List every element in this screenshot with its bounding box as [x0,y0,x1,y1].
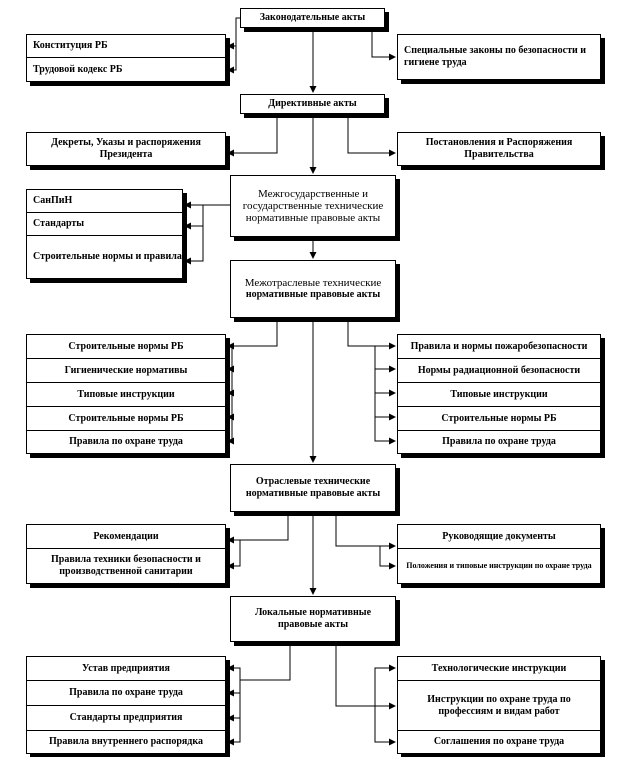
arrow-l2-left [228,113,277,153]
list-item: Соглашения по охране труда [433,736,565,747]
interstate-tnpa-label: Межгосударственные и государственные технические нормативные правовые акты [242,188,384,224]
arrow-l4-right-3 [375,369,395,393]
arrow-l6-right-1 [375,668,395,706]
intersectoral-tnpa-box [230,260,396,318]
arrow-l4-right-5 [375,417,395,441]
trunk-l4-left [232,317,277,346]
presidential-decrees-box [26,132,226,166]
list-item: Строительные нормы РБ [398,407,600,431]
list-item: Правила по охране труда [69,436,183,447]
list-item: Строительные нормы РБ [27,335,225,359]
directive-acts-box [240,94,385,114]
constitution-item: Конституция РБ [27,35,225,58]
arrow-l6-right-3 [375,706,395,742]
arrow-l4-left-3 [228,369,232,393]
government-resolutions-label: Постановления и Распоряжения Правительства [425,137,573,160]
standards-item: Стандарты [27,213,182,236]
directive-acts-label: Директивные акты [268,98,357,109]
trunk-l6-left [240,642,290,680]
list-item: Правила и нормы пожаробезопасности [398,335,600,359]
sanpin-standards-box [26,189,183,279]
arrow-l5-right-2 [380,546,395,566]
local-right-list [397,656,601,754]
list-item: Технологические инструкции [398,657,600,681]
government-resolutions-box [397,132,601,166]
arrow-l1-left [228,18,240,46]
list-item: Гигиенические нормативы [27,359,225,383]
safety-rules-item: Правила техники безопасности и производственной санитарии [51,554,201,577]
arrow-l5-left-2 [228,540,240,566]
intersectoral-right-list [397,334,601,454]
list-item: Строительные нормы РБ [27,407,225,431]
interstate-tnpa-box [230,175,396,237]
provisions-instructions-item: Положения и типовые инструкции по охране труда [406,561,592,570]
local-left-list [26,656,226,754]
list-item: Нормы радиационной безопасности [398,359,600,383]
recommendations-item: Рекомендации [27,525,225,549]
legislative-acts-box [240,8,385,28]
building-norms-rules-item: Строительные нормы и правила [33,251,182,262]
intersectoral-tnpa-line1: Межотраслевые технические [244,277,382,289]
arrow-l2-right [348,113,395,153]
intersectoral-tnpa-line2: нормативные правовые акты [245,289,381,300]
presidential-decrees-label: Декреты, Указы и распоряжения Президента [51,137,201,160]
arrow-l4-right-2 [375,346,395,369]
sectoral-tnpa-label: Отраслевые технические нормативные правовые акты [245,476,381,499]
list-item: Инструкции по охране труда по профессиям и видам работ [398,681,600,731]
arrow-l6-left-3 [228,693,240,718]
arrow-l4-left-4 [228,393,232,417]
arrow-l1-left-2 [228,46,236,70]
arrow-l6-left-2 [228,680,240,693]
special-safety-laws-label: Специальные законы по безопасности и гигиене труда [404,45,587,68]
list-item: Типовые инструкции [398,383,600,407]
arrow-l3-mid [185,205,203,226]
legislative-acts-label: Законодательные акты [259,12,366,23]
arrow-l3-bot [185,226,203,261]
list-item: Правила по охране труда [442,436,556,447]
guiding-documents-item: Руководящие документы [398,525,600,549]
list-item: Устав предприятия [27,657,225,681]
local-npa-box [230,596,396,642]
labor-code-item: Трудовой кодекс РБ [33,63,123,75]
arrow-l5-left-1 [228,512,288,540]
arrow-l4-left-5 [228,417,232,441]
list-item: Стандарты предприятия [27,706,225,731]
special-safety-laws-box [397,34,601,80]
sectoral-left-list [26,524,226,584]
arrow-l5-right-1 [336,512,395,546]
local-npa-label: Локальные нормативные правовые акты [254,607,372,630]
arrow-l6-left-1 [228,668,240,680]
arrow-l6-left-4 [228,718,240,742]
trunk-l4-right [348,317,375,346]
list-item: Типовые инструкции [27,383,225,407]
sectoral-right-list [397,524,601,584]
sanpin-item: СанПиН [27,190,182,213]
list-item: Правила внутреннего распорядка [49,736,203,747]
sectoral-tnpa-box [230,464,396,512]
intersectoral-left-list [26,334,226,454]
list-item: Правила по охране труда [27,681,225,706]
constitution-labor-code-box [26,34,226,82]
trunk-l6-right [336,642,375,706]
arrow-l4-right-4 [375,393,395,417]
arrow-l4-left-2 [228,346,232,369]
